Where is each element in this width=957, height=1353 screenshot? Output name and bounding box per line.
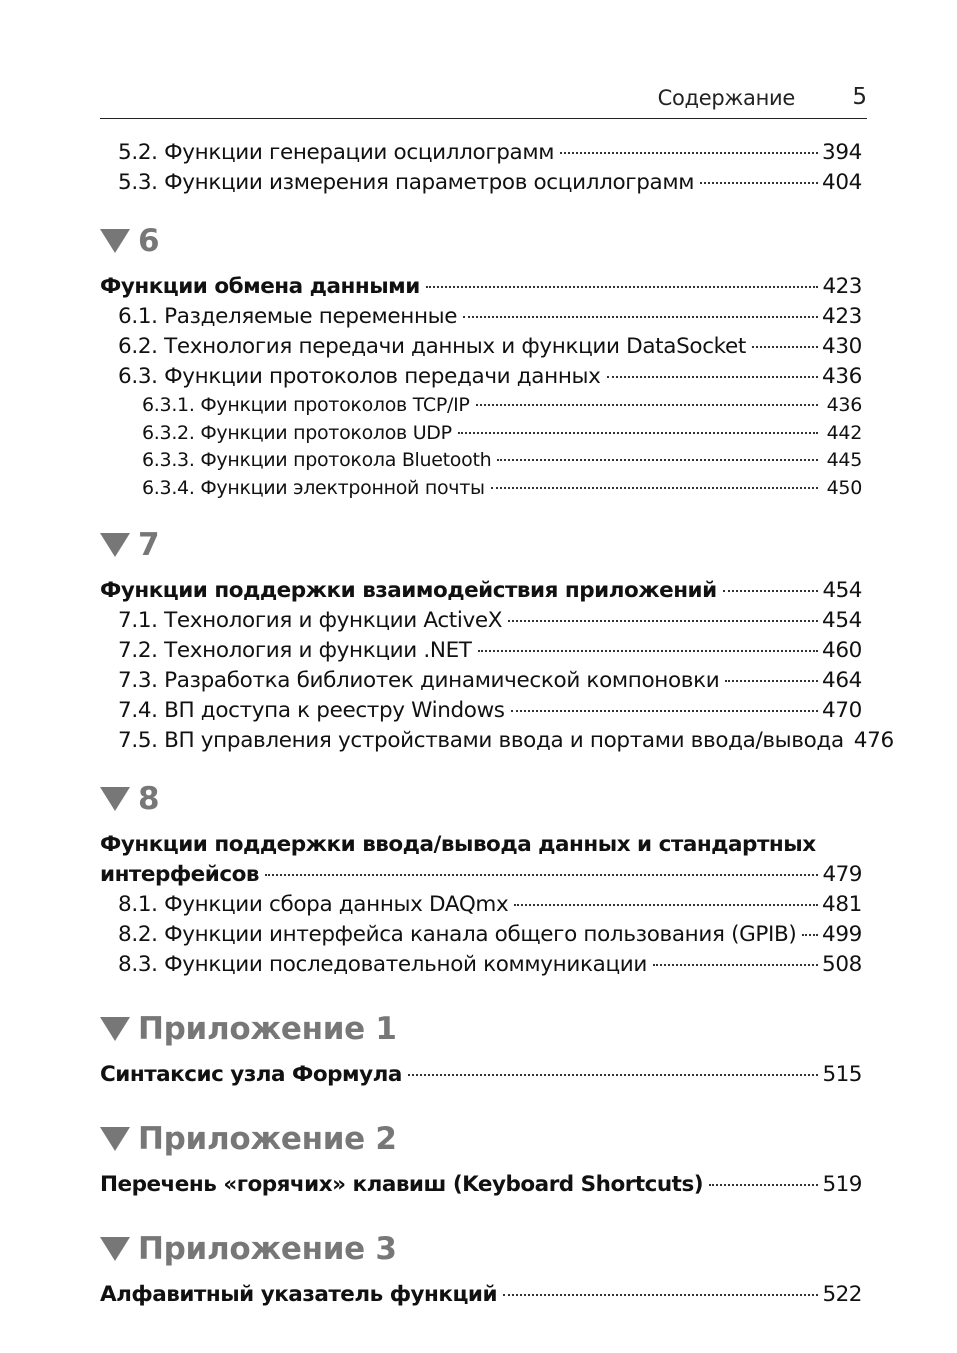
toc-entry-page: 464: [822, 668, 862, 693]
toc-entry-page: 423: [822, 274, 862, 299]
toc-subentry-title: 6.3.1. Функции протоколов TCP/IP: [142, 394, 470, 416]
toc-entry-title: 7.4. ВП доступа к реестру Windows: [118, 698, 505, 723]
triangle-marker-icon: [100, 533, 130, 557]
toc-entry-page: 430: [822, 334, 862, 359]
dot-leader: [653, 964, 818, 966]
toc-part-title: Алфавитный указатель функций: [100, 1282, 498, 1307]
toc-subentry[interactable]: [100, 447, 862, 475]
dot-leader: [511, 710, 818, 712]
dot-leader: [700, 182, 818, 184]
toc-entry-page: 450: [826, 476, 862, 499]
toc-entry[interactable]: [100, 168, 862, 198]
chapter-heading-7: [100, 514, 862, 576]
toc-entry-page: 423: [822, 304, 862, 329]
toc-part-entry[interactable]: [100, 272, 862, 302]
toc-entry-page: 445: [826, 449, 862, 471]
toc-part-entry[interactable]: [100, 1280, 862, 1310]
toc-part-entry[interactable]: [100, 860, 862, 890]
toc-part-title: Функции обмена данными: [100, 274, 420, 299]
dot-leader: [725, 680, 818, 682]
toc-part-title-line1[interactable]: Функции поддержки ввода/вывода данных и стандартных: [100, 832, 816, 857]
dot-leader: [491, 487, 818, 489]
toc-entry[interactable]: [100, 606, 862, 636]
toc-subentry[interactable]: [100, 392, 862, 420]
dot-leader: [503, 1294, 818, 1296]
toc-subentry[interactable]: [100, 475, 862, 503]
dot-leader: [709, 1184, 818, 1186]
toc-entry[interactable]: [100, 362, 862, 392]
toc-part-entry[interactable]: [100, 1060, 862, 1090]
toc-subentry[interactable]: [100, 420, 862, 448]
toc-entry[interactable]: [100, 920, 862, 950]
triangle-marker-icon: [100, 1017, 130, 1041]
appendix-heading-2: [100, 1108, 862, 1170]
dot-leader: [458, 432, 818, 434]
toc-entry-page: 519: [822, 1172, 862, 1197]
appendix-heading-3: [100, 1218, 862, 1280]
toc-part-title: Синтаксис узла Формула: [100, 1062, 402, 1087]
dot-leader: [752, 346, 818, 348]
toc-entry-title: 7.2. Технология и функции .NET: [118, 638, 472, 663]
dot-leader: [802, 934, 818, 936]
toc-entry-title: 5.2. Функции генерации осциллограмм: [118, 140, 555, 165]
table-of-contents: [100, 138, 894, 1310]
page-number: 5: [852, 84, 867, 110]
toc-entry-page: 470: [822, 698, 862, 723]
dot-leader: [426, 286, 818, 288]
toc-entry-title: 8.3. Функции последовательной коммуникации: [118, 952, 647, 977]
dot-leader: [723, 590, 818, 592]
toc-entry-page: 404: [822, 170, 862, 195]
toc-subentry-title: 6.3.2. Функции протоколов UDP: [142, 421, 452, 444]
toc-entry-title: 5.3. Функции измерения параметров осциллограмм: [118, 170, 695, 195]
toc-entry-title: 8.1. Функции сбора данных DAQmx: [118, 892, 509, 917]
dot-leader: [265, 874, 818, 876]
toc-subentry-title: 6.3.4. Функции электронной почты: [142, 476, 485, 499]
toc-entry-page: 481: [822, 892, 862, 917]
toc-part-title: интерфейсов: [100, 862, 259, 887]
toc-entry-title: 7.1. Технология и функции ActiveX: [118, 608, 503, 633]
toc-entry[interactable]: [100, 332, 862, 362]
toc-entry[interactable]: [100, 726, 894, 756]
running-header: [100, 84, 867, 119]
dot-leader: [478, 650, 818, 652]
toc-entry[interactable]: [100, 138, 862, 168]
appendix-title: Приложение 2: [138, 1121, 397, 1157]
dot-leader: [514, 904, 818, 906]
triangle-marker-icon: [100, 1127, 130, 1151]
dot-leader: [408, 1074, 818, 1076]
running-title: Содержание: [657, 86, 795, 110]
toc-entry-page: 454: [822, 608, 862, 633]
dot-leader: [560, 152, 818, 154]
toc-entry[interactable]: [100, 636, 862, 666]
triangle-marker-icon: [100, 229, 130, 253]
toc-entry[interactable]: [100, 950, 862, 980]
toc-entry-page: 436: [822, 364, 862, 389]
dot-leader: [476, 404, 818, 406]
toc-part-title: Функции поддержки взаимодействия приложений: [100, 578, 717, 603]
toc-entry-title: 6.1. Разделяемые переменные: [118, 304, 458, 329]
toc-entry[interactable]: [100, 302, 862, 332]
dot-leader: [508, 620, 818, 622]
toc-entry-page: 460: [822, 638, 862, 663]
chapter-number: 8: [138, 781, 160, 817]
dot-leader: [497, 459, 818, 461]
toc-entry-title: 8.2. Функции интерфейса канала общего пользования (GPIB): [118, 922, 797, 947]
toc-entry[interactable]: [100, 696, 862, 726]
dot-leader: [607, 376, 818, 378]
toc-part-entry[interactable]: [100, 576, 862, 606]
toc-entry-page: 442: [826, 421, 862, 444]
toc-entry[interactable]: [100, 890, 862, 920]
chapter-number: 7: [138, 527, 160, 563]
chapter-heading-6: [100, 210, 862, 272]
toc-entry-page: 436: [826, 394, 862, 416]
toc-entry-page: 479: [822, 862, 862, 887]
toc-entry[interactable]: [100, 666, 862, 696]
chapter-heading-8: [100, 768, 862, 830]
appendix-title: Приложение 3: [138, 1231, 397, 1267]
toc-entry-page: 522: [822, 1282, 862, 1307]
toc-entry-page: 476: [853, 728, 894, 753]
toc-entry-page: 508: [822, 952, 862, 977]
chapter-number: 6: [138, 223, 160, 259]
appendix-heading-1: [100, 998, 862, 1060]
toc-part-title: Перечень «горячих» клавиш (Keyboard Shortcuts): [100, 1172, 704, 1197]
toc-entry-page: 499: [822, 922, 862, 947]
triangle-marker-icon: [100, 787, 130, 811]
toc-entry-page: 515: [822, 1062, 862, 1087]
appendix-title: Приложение 1: [138, 1011, 397, 1047]
toc-entry-title: 7.5. ВП управления устройствами ввода и портами ввода/вывода: [118, 728, 844, 753]
dot-leader: [463, 316, 818, 318]
triangle-marker-icon: [100, 1237, 130, 1261]
toc-entry-title: 6.3. Функции протоколов передачи данных: [118, 364, 601, 389]
toc-entry-page: 454: [822, 578, 862, 603]
toc-entry-page: 394: [822, 140, 862, 165]
toc-subentry-title: 6.3.3. Функции протокола Bluetooth: [142, 449, 492, 471]
toc-entry-title: 6.2. Технология передачи данных и функции DataSocket: [118, 334, 746, 359]
toc-entry-title: 7.3. Разработка библиотек динамической компоновки: [118, 668, 720, 693]
toc-part-entry[interactable]: [100, 1170, 862, 1200]
